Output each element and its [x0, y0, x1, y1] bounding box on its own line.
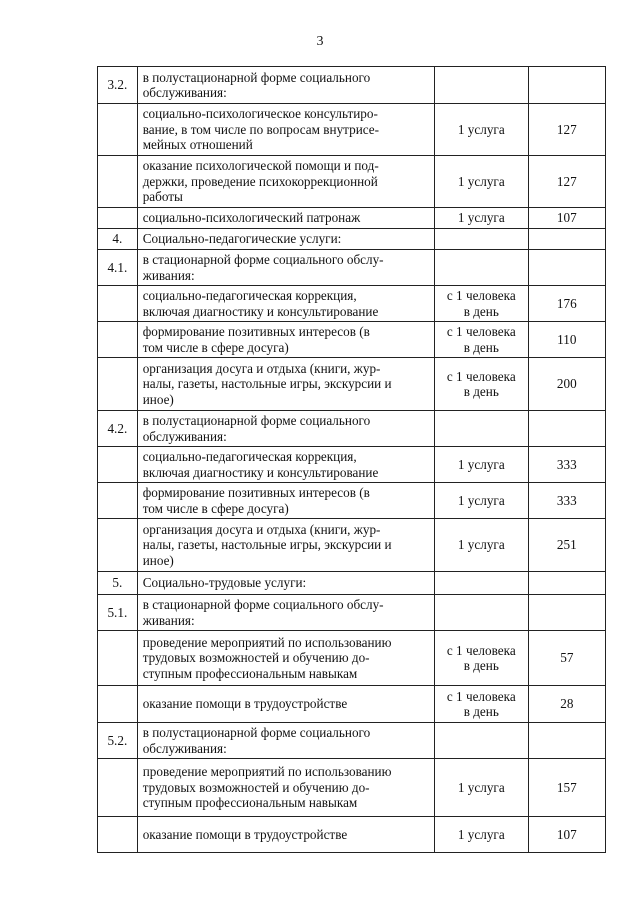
row-number	[98, 631, 138, 686]
row-number	[98, 358, 138, 411]
table-row	[98, 595, 606, 631]
service-name: проведение мероприятий по использованию трудовых возможностей и обучению до- ступным профессиональным навыкам	[137, 631, 434, 686]
service-name: в полустационарной форме социального обслуживания:	[137, 411, 434, 447]
unit: 1 услуга	[434, 483, 528, 519]
row-number: 3.2.	[98, 67, 138, 104]
table-row	[98, 250, 606, 286]
service-name: в стационарной форме социального обслу- живания:	[137, 595, 434, 631]
unit: с 1 человека в день	[434, 286, 528, 322]
table-row	[98, 483, 606, 519]
unit: 1 услуга	[434, 104, 528, 156]
table-row	[98, 208, 606, 229]
price	[528, 411, 605, 447]
price: 127	[528, 104, 605, 156]
unit: 1 услуга	[434, 208, 528, 229]
table-row	[98, 156, 606, 208]
price	[528, 595, 605, 631]
unit: с 1 человека в день	[434, 358, 528, 411]
row-number	[98, 447, 138, 483]
price: 127	[528, 156, 605, 208]
table-row	[98, 104, 606, 156]
row-number	[98, 686, 138, 723]
service-name: оказание помощи в трудоустройстве	[137, 686, 434, 723]
table-row	[98, 411, 606, 447]
service-name: организация досуга и отдыха (книги, жур- налы, газеты, настольные игры, экскурсии и иное)	[137, 358, 434, 411]
page-number: 3	[316, 34, 324, 49]
row-number: 4.	[98, 229, 138, 250]
price: 333	[528, 447, 605, 483]
table-row	[98, 67, 606, 104]
price: 107	[528, 208, 605, 229]
price	[528, 572, 605, 595]
row-number: 5.	[98, 572, 138, 595]
row-number	[98, 286, 138, 322]
row-number	[98, 817, 138, 853]
row-number	[98, 208, 138, 229]
service-name: социально-педагогическая коррекция, включая диагностику и консультирование	[137, 286, 434, 322]
unit	[434, 250, 528, 286]
unit: 1 услуга	[434, 817, 528, 853]
price: 157	[528, 759, 605, 817]
service-name: в стационарной форме социального обслу- живания:	[137, 250, 434, 286]
service-name: формирование позитивных интересов (в том числе в сфере досуга)	[137, 483, 434, 519]
service-name: социально-психологический патронаж	[137, 208, 434, 229]
price	[528, 67, 605, 104]
unit	[434, 572, 528, 595]
price: 110	[528, 322, 605, 358]
unit: с 1 человека в день	[434, 686, 528, 723]
unit: с 1 человека в день	[434, 631, 528, 686]
price: 200	[528, 358, 605, 411]
row-number	[98, 104, 138, 156]
table-row	[98, 686, 606, 723]
table-row	[98, 229, 606, 250]
row-number	[98, 322, 138, 358]
row-number: 5.2.	[98, 723, 138, 759]
service-name: оказание помощи в трудоустройстве	[137, 817, 434, 853]
row-number: 4.2.	[98, 411, 138, 447]
unit	[434, 67, 528, 104]
service-name: оказание психологической помощи и под- держки, проведение психокоррекционной работы	[137, 156, 434, 208]
service-name: в полустационарной форме социального обслуживания:	[137, 67, 434, 104]
price	[528, 723, 605, 759]
unit: с 1 человека в день	[434, 322, 528, 358]
table-row	[98, 572, 606, 595]
price: 57	[528, 631, 605, 686]
price: 251	[528, 519, 605, 572]
unit	[434, 411, 528, 447]
service-name: социально-психологическое консультиро- вание, в том числе по вопросам внутрисе- мейных отношений	[137, 104, 434, 156]
row-number	[98, 156, 138, 208]
unit: 1 услуга	[434, 519, 528, 572]
service-name: в полустационарной форме социального обслуживания:	[137, 723, 434, 759]
service-name: формирование позитивных интересов (в том числе в сфере досуга)	[137, 322, 434, 358]
unit	[434, 723, 528, 759]
table-row	[98, 358, 606, 411]
unit	[434, 595, 528, 631]
table-row	[98, 759, 606, 817]
service-name: организация досуга и отдыха (книги, жур- налы, газеты, настольные игры, экскурсии и иное)	[137, 519, 434, 572]
service-name: Социально-педагогические услуги:	[137, 229, 434, 250]
table-row	[98, 519, 606, 572]
unit: 1 услуга	[434, 759, 528, 817]
price: 107	[528, 817, 605, 853]
price: 176	[528, 286, 605, 322]
row-number: 4.1.	[98, 250, 138, 286]
table-row	[98, 817, 606, 853]
table-row	[98, 286, 606, 322]
table-row	[98, 322, 606, 358]
row-number	[98, 759, 138, 817]
table-row	[98, 447, 606, 483]
table-row	[98, 631, 606, 686]
unit	[434, 229, 528, 250]
price: 333	[528, 483, 605, 519]
service-name: Социально-трудовые услуги:	[137, 572, 434, 595]
table-row	[98, 723, 606, 759]
unit: 1 услуга	[434, 156, 528, 208]
unit: 1 услуга	[434, 447, 528, 483]
price: 28	[528, 686, 605, 723]
row-number	[98, 519, 138, 572]
price	[528, 250, 605, 286]
services-price-table	[97, 66, 606, 853]
price	[528, 229, 605, 250]
row-number	[98, 483, 138, 519]
service-name: проведение мероприятий по использованию трудовых возможностей и обучению до- ступным профессиональным навыкам	[137, 759, 434, 817]
service-name: социально-педагогическая коррекция, включая диагностику и консультирование	[137, 447, 434, 483]
row-number: 5.1.	[98, 595, 138, 631]
